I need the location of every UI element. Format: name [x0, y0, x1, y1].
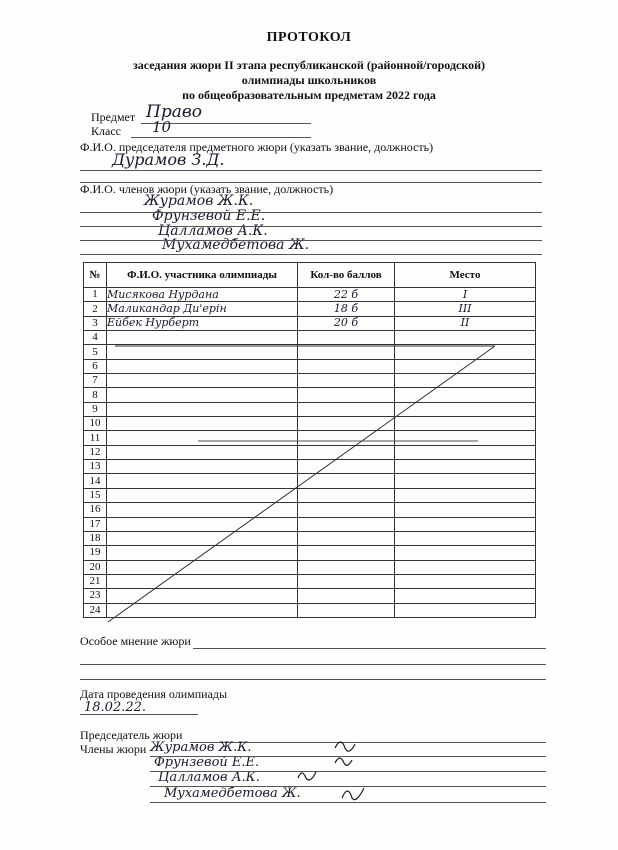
participant-score [298, 388, 395, 402]
subtitle-line-2: олимпиады школьников [241, 73, 377, 87]
participant-name [107, 316, 298, 330]
table-row [84, 474, 536, 488]
participant-name [107, 302, 298, 316]
signature-mark-1 [335, 742, 355, 751]
row-number-text: 11 [89, 431, 101, 444]
participant-place [395, 331, 536, 345]
row-number [84, 445, 107, 459]
row-number-text: 8 [92, 388, 98, 401]
member-4: Мухамедбетова Ж. [162, 237, 310, 253]
participant-score [298, 331, 395, 345]
participant-score [298, 546, 395, 560]
participant-name [107, 560, 298, 574]
chair-label: Ф.И.О. председателя предметного жюри (указать звание, должность) [80, 140, 434, 154]
participant-name [107, 374, 298, 388]
opinion-line-3 [80, 679, 546, 680]
row-number [84, 546, 107, 560]
subject-label: Предмет [91, 110, 136, 124]
date-line [80, 714, 198, 715]
table-row [84, 288, 536, 302]
participant-place [395, 474, 536, 488]
signature-mark-4 [342, 788, 364, 800]
participant-place [395, 503, 536, 517]
participant-score [298, 474, 395, 488]
row-number-text: 15 [89, 488, 101, 501]
row-number [84, 603, 107, 617]
participant-place [395, 460, 536, 474]
row-number [84, 359, 107, 373]
row-number [84, 316, 107, 330]
date-label: Дата проведения олимпиады [80, 687, 228, 701]
row-number-text: 20 [89, 560, 101, 573]
row-number [84, 402, 107, 416]
participant-score-text: 20 б [333, 316, 359, 330]
participant-score [298, 417, 395, 431]
row-number [84, 431, 107, 445]
table-row [84, 331, 536, 345]
members-line-2 [80, 226, 542, 227]
row-number [84, 474, 107, 488]
row-number [84, 302, 107, 316]
row-number [84, 345, 107, 359]
member-2: Фрунзевой Е.Е. [152, 208, 266, 224]
participant-name [107, 460, 298, 474]
participant-place [395, 574, 536, 588]
participant-place [395, 374, 536, 388]
participant-place [395, 359, 536, 373]
row-number-text: 12 [89, 445, 101, 458]
signer-3: Цалламов А.К. [158, 770, 260, 785]
participant-place [395, 302, 536, 316]
col-header-name: Ф.И.О. участника олимпиады [107, 263, 298, 288]
subtitle-line-3: по общеобразовательным предметам 2022 года [182, 88, 436, 102]
member-3: Цалламов А.К. [158, 223, 268, 239]
row-number [84, 517, 107, 531]
row-number [84, 503, 107, 517]
table-row [84, 302, 536, 316]
row-number-text: 4 [92, 331, 98, 344]
signature-mark-2 [335, 758, 352, 765]
participant-name [107, 503, 298, 517]
table-row [84, 574, 536, 588]
row-number [84, 388, 107, 402]
table-header-row [84, 263, 536, 288]
table-row [84, 316, 536, 330]
members-line-3 [80, 240, 542, 241]
row-number [84, 589, 107, 603]
participant-place-text: III [458, 302, 472, 316]
opinion-line-1 [193, 648, 546, 649]
col-header-place: Место [395, 263, 536, 288]
table-row [84, 359, 536, 373]
class-value: 10 [152, 118, 172, 136]
participant-name-text: Мисякова Нурдана [107, 287, 219, 301]
participant-place [395, 546, 536, 560]
row-number-text: 18 [89, 532, 101, 545]
col-header-score: Кол-во баллов [298, 263, 395, 288]
participant-score [298, 531, 395, 545]
participant-place [395, 589, 536, 603]
row-number [84, 488, 107, 502]
participant-place [395, 560, 536, 574]
row-number-text: 9 [92, 402, 98, 415]
member-1: Журамов Ж.К. [144, 193, 254, 209]
table-row [84, 374, 536, 388]
participant-score [298, 345, 395, 359]
signer-4: Мухамедбетова Ж. [164, 786, 301, 801]
table-row [84, 417, 536, 431]
members-line-4 [80, 254, 542, 255]
subject-value: Право [146, 102, 202, 122]
participant-name [107, 402, 298, 416]
row-number-text: 21 [89, 575, 101, 588]
participant-name [107, 359, 298, 373]
table-row [84, 488, 536, 502]
participant-place [395, 288, 536, 302]
participant-place [395, 488, 536, 502]
participant-score [298, 560, 395, 574]
participant-place [395, 431, 536, 445]
participant-score [298, 359, 395, 373]
members-sign-line-1 [150, 756, 546, 757]
participant-name [107, 488, 298, 502]
row-number-text: 23 [89, 589, 101, 602]
participant-score [298, 288, 395, 302]
signer-1: Журамов Ж.К. [150, 740, 252, 755]
participant-name [107, 288, 298, 302]
participant-score-text: 22 б [333, 287, 359, 301]
table-row [84, 503, 536, 517]
members-line-1 [80, 212, 542, 213]
participant-score [298, 402, 395, 416]
row-number-text: 16 [89, 503, 101, 516]
participant-place [395, 345, 536, 359]
participant-score [298, 316, 395, 330]
participant-name [107, 603, 298, 617]
col-header-num: № [84, 263, 107, 288]
row-number [84, 460, 107, 474]
participant-place [395, 517, 536, 531]
table-row [84, 431, 536, 445]
participant-place-text: II [460, 316, 470, 330]
participant-name [107, 474, 298, 488]
row-number-text: 13 [89, 460, 101, 473]
participant-score [298, 603, 395, 617]
row-number-text: 24 [89, 603, 101, 616]
participant-name-text: Маликандар Ди'ерін [107, 302, 227, 316]
participant-name [107, 517, 298, 531]
row-number-text: 14 [89, 474, 101, 487]
members-sign-line-2 [150, 771, 546, 772]
row-number [84, 417, 107, 431]
row-number-text: 1 [92, 288, 98, 301]
class-label: Класс [91, 124, 121, 138]
table-row [84, 517, 536, 531]
participant-place [395, 388, 536, 402]
table-row [84, 603, 536, 617]
participant-place [395, 417, 536, 431]
chair-sign-label: Председатель жюри [80, 728, 183, 742]
participant-score [298, 431, 395, 445]
participant-score [298, 517, 395, 531]
participant-name [107, 345, 298, 359]
signer-2: Фрунзевой Е.Е. [154, 755, 260, 770]
row-number [84, 574, 107, 588]
class-line [131, 137, 311, 138]
date-value: 18.02.22. [84, 700, 147, 715]
row-number-text: 5 [92, 345, 98, 358]
participant-score [298, 445, 395, 459]
participant-place [395, 603, 536, 617]
members-sign-line-4 [150, 802, 546, 803]
table-row [84, 445, 536, 459]
participant-place [395, 531, 536, 545]
participant-score [298, 302, 395, 316]
members-sign-line-3 [150, 786, 546, 787]
participant-name [107, 331, 298, 345]
participant-place [395, 402, 536, 416]
row-number-text: 6 [92, 359, 98, 372]
participant-score [298, 460, 395, 474]
participant-place-text: I [462, 287, 468, 301]
table-row [84, 345, 536, 359]
participant-score [298, 503, 395, 517]
participant-name [107, 388, 298, 402]
participant-score [298, 574, 395, 588]
table-row [84, 589, 536, 603]
document-title: ПРОТОКОЛ [266, 30, 352, 45]
participant-place [395, 445, 536, 459]
participant-name [107, 531, 298, 545]
table-row [84, 460, 536, 474]
participant-name [107, 445, 298, 459]
participant-place [395, 316, 536, 330]
row-number [84, 560, 107, 574]
signature-mark-3 [298, 772, 316, 780]
row-number [84, 374, 107, 388]
participant-score [298, 488, 395, 502]
row-number [84, 531, 107, 545]
participant-name [107, 546, 298, 560]
row-number [84, 288, 107, 302]
row-number [84, 331, 107, 345]
table-row [84, 531, 536, 545]
participant-name [107, 417, 298, 431]
row-number-text: 3 [92, 316, 98, 329]
chair-value: Дурамов З.Д. [112, 150, 225, 169]
results-table [83, 262, 536, 618]
participant-name [107, 589, 298, 603]
subtitle-line-1: заседания жюри II этапа республиканской (районной/городской) [132, 58, 486, 72]
row-number-text: 10 [89, 417, 101, 430]
participant-name [107, 431, 298, 445]
table-row [84, 560, 536, 574]
opinion-line-2 [80, 664, 546, 665]
participant-score-text: 18 б [333, 302, 359, 316]
participant-name-text: Ейбек Нурберт [107, 316, 200, 330]
members-label: Ф.И.О. членов жюри (указать звание, должность) [80, 182, 334, 196]
table-row [84, 546, 536, 560]
row-number-text: 2 [92, 302, 98, 315]
participant-score [298, 589, 395, 603]
participant-score [298, 374, 395, 388]
chair-line-1 [80, 170, 542, 171]
row-number-text: 19 [89, 546, 101, 559]
table-row [84, 402, 536, 416]
opinion-label: Особое мнение жюри [80, 634, 191, 648]
table-row [84, 388, 536, 402]
row-number-text: 7 [92, 374, 98, 387]
row-number-text: 17 [89, 517, 101, 530]
members-sign-label: Члены жюри [80, 742, 147, 756]
participant-name [107, 574, 298, 588]
